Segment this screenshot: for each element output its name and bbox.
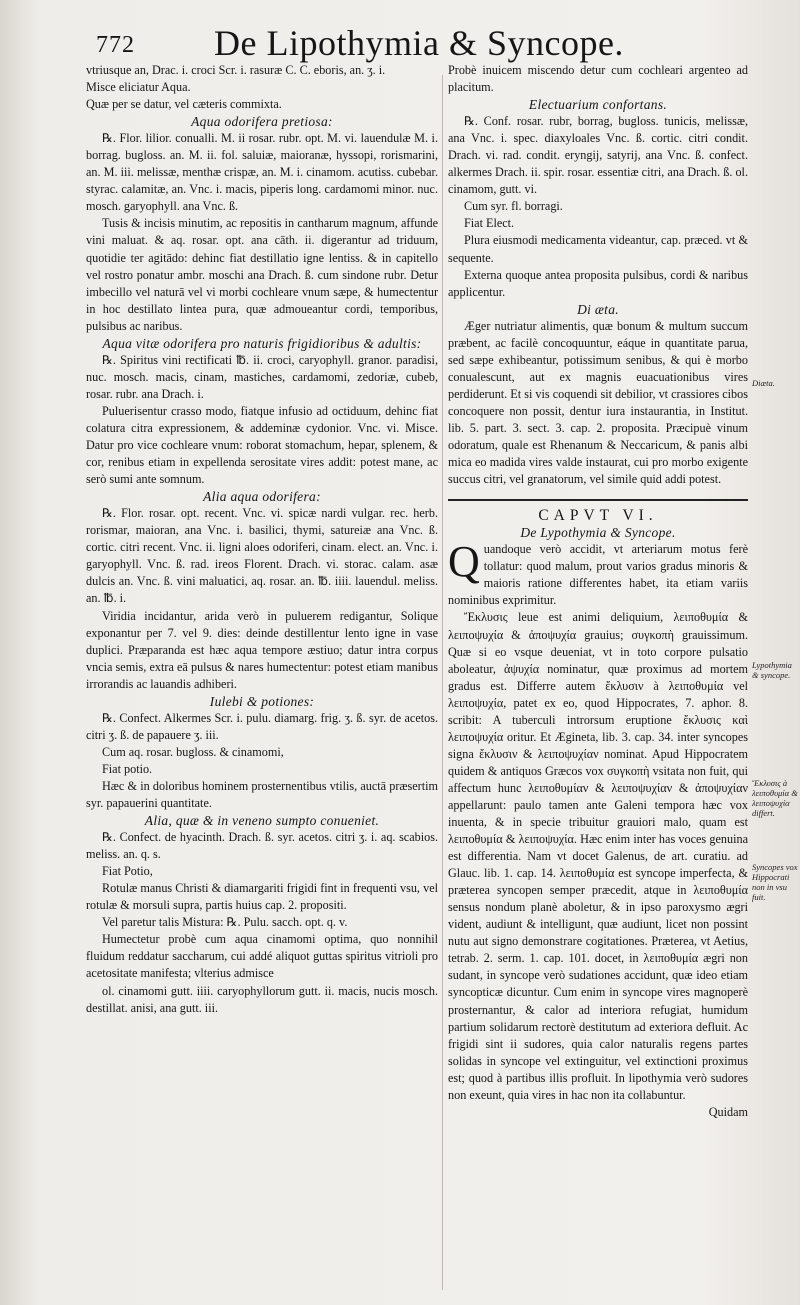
- paragraph: Puluerisentur crasso modo, fiatque infusio ad octiduum, dehinc fiat colatura citra expressionem, & addeminæ cydonior. Vnc. vi. Misce. Datur pro vice cochleare vnum: roborat stomachum, hepar, splenem, & cor, renibus etiam in expellenda serositate vires addit: potest mane, ac serò sumi ante somnum.: [86, 403, 438, 487]
- paragraph: ℞. Confect. Alkermes Scr. i. pulu. diamarg. frig. ʒ. ß. syr. de acetos. citri ʒ. ß. de papauere ʒ. iii.: [86, 710, 438, 742]
- paragraph: ℞. Conf. rosar. rubr, borrag, bugloss. tunicis, melissæ, ana Vnc. i. spec. diaxyloales Vnc. ß. cortic. citri condit. Drach. vi. rad. condit. eryngij, satyrij, ana Vnc. ß. confect. alkermes Drach. ii. spir. rosar. essentiæ citri, ana Drach. ß. ol. cinamom, gutt. vi.: [448, 114, 748, 197]
- page-number: 772: [96, 32, 135, 58]
- paragraph: Æger nutriatur alimentis, quæ bonum & multum succum præbent, ac facilè concoquuntur, eáque in quantitate parua, sed sæpe exhibeantur, potissimum senibus, & qui è morbo conualescunt, aut ex magnis euacuationibus vires perdiderunt. Et si vis coquendi sit debilior, vt crassiores cibos concoquere non possit, dentur iura instaurantia, in Institut. lib. 5. part. 3. sect. 3. cap. 2. proposita. Præcipuè vinum odoratum, quale est Rhenanum & Neccaricum, & panis albi mica eo madida vires valde instaurat, cui pro morbo exigente succus citri, vel granatorum, vel simile quid addi potest.: [448, 318, 748, 487]
- paragraph: ℞. Flor. lilior. conualli. M. ii rosar. rubr. opt. M. vi. lauendulæ M. i. borrag. bugloss. an. M. ii. fol. saluiæ, maioranæ, hyssopi, rorismarini, an. M. iii. melissæ, menthæ crispæ, an. M. i. cinamom. acutiss. cubebar. styrac. calamitæ, an. Vnc. i. macis, piperis long. cardamomi minor. nuc. mosch. garyophyll. ana Vnc. ß.: [86, 131, 438, 214]
- paragraph: ℞. Spiritus vini rectificati ℔. ii. croci, caryophyll. granor. paradisi, nuc. mosch. macis, cinam, mastiches, cardamomi, zedoriæ, cubeb, rosar. rubr. ana Drach. i.: [86, 352, 438, 401]
- text-line: Fiat potio.: [102, 761, 153, 776]
- paragraph: ℞. Flor. rosar. opt. recent. Vnc. vi. spicæ nardi vulgar. rec. herb. rorismar, maioran, ana Vnc. i. basilici, thymi, satureiæ ana Vnc. ß. cortic. citri recent. Vnc. ii. ligni aloes odoriferi, cinam. elect. an. Vnc. i. garyophyll. Vnc. ß. rad. ireos Florent. Drach. vi. storac. calam. asæ dulcis an. Vnc. ß. vini maluatici, aq. rosar. an. ℔. iiii. lauendul. meliss. an. ℔. i.: [86, 506, 438, 606]
- section-heading: Aqua vitæ odorifera pro naturis frigidioribus & adultis:: [102, 335, 422, 351]
- chapter-title: De Lypothymia & Syncope.: [520, 525, 676, 541]
- section-heading: Aqua odorifera pretiosa:: [191, 114, 333, 130]
- text-line: Fiat Elect.: [464, 216, 515, 231]
- text-line: Misce eliciatur Aqua.: [86, 80, 191, 95]
- margin-note-dieta: Diæta.: [752, 378, 775, 388]
- paragraph: Humectetur probè cum aqua cinamomi optima, quo nonnihil fluidum reddatur saccharum, cui addé aliquot guttas spiritus vitrioli pro acetositate manifesta; vlterius admisce: [86, 932, 438, 981]
- right-column: [448, 62, 748, 1121]
- running-title: De Lipothymia & Syncope.: [214, 23, 624, 63]
- paragraph: Tusis & incisis minutim, ac repositis in cantharum magnum, affunde vini maluat. & aq. rosar. opt. ana cāth. ii. digerantur ad triduum, quotidie ter agitādo: dehinc fiat destillatio igne lentiss. & in capitello vel rostro ponatur ambr. moschi ana Drach. ß. cum sindone rubr. Detur imbecillo vel naturā vel vi morbi cochleare vnum sæpe, & humectentur in hoc destillato lintea pura, quæ admoueantur cordi, temporibus, pulsibus ac naribus.: [86, 216, 438, 333]
- chapter-paragraph-1: uandoque verò accidit, vt arteriarum motus ferè tollatur: quod malum, prout varios gradus minoris & maioris ratione differentes habet, ita etiam variis nominibus exprimitur.: [448, 542, 748, 608]
- right-column-recipes: [448, 62, 748, 488]
- section-heading: Alia aqua odorifera:: [203, 489, 321, 505]
- margin-note-eklysis: Ἔκλυσις à λειποθυμία & λειποψυχία differt.: [752, 778, 798, 818]
- section-heading: Di æta.: [577, 301, 619, 317]
- left-column: [86, 62, 438, 1017]
- paragraph: Plura eiusmodi medicamenta videantur, cap. præced. vt & sequente.: [448, 233, 748, 265]
- paragraph: ℞. Confect. de hyacinth. Drach. ß. syr. acetos. citri ʒ. i. aq. scabios. meliss. an. q. s.: [86, 830, 438, 862]
- paragraph: ol. cinamomi gutt. iiii. caryophyllorum gutt. ii. macis, nucis mosch. destillat. anisi, ana gutt. iii.: [86, 983, 438, 1015]
- margin-note-syncopes: Syncopes vox Hippocrati non in vsu fuit.: [752, 862, 798, 902]
- paragraph: Rotulæ manus Christi & diamargariti frigidi fint in frequenti vsu, vel rotulæ & morsuli supra, partis huius cap. 2. propositi.: [86, 881, 438, 913]
- section-heading: Alia, quæ & in veneno sumpto conueniet.: [144, 813, 380, 829]
- margin-note-lypothymia: Lypothymia & syncope.: [752, 660, 792, 680]
- catchword: Quidam: [708, 1104, 748, 1119]
- chapter-paragraph-2: Ἔκλυσις leue est animi deliquium, λειποθυμία & λειποψυχία & ἀποψυχία grauius; συγκοπὴ grauissimum. Quæ si eo vsque deueniat, vt in toto corpore pulsatio aboleatur, ἀψυχία nominatur, quæ proximus ad mortem gradus est. Differre autem ἔκλυσιν à λειποθυμία vel λειποψυχία, patet ex eo, quod Hippocrates, 7. aphor. 8. scribit: A tuberculi introrsum eruptione ἔκλυσις καὶ λειποψυχία oritur. Et Æginetа, lib. 3. cap. 34. inter syncopes signa ἔκλυσιν & λειποψυχίαν nominat. Apud Hippocratem quidem & antiquos Græcos vox συγκοπὴ vsitata non fuit, qui affectum hunc λειποθυμίαν & λειποψυχίαν & ἀποψυχίαν appellarunt: paulo tamen ante Galeni tempora hæc vox inuenta, & in specie tribuitur grauiori malo, quam est λειποθυμία & λειποψυχία. Hæc enim inter has voces genuina est differentia. Nam vt docet Galenus, de art. curatiu. ad Glauc. lib. 1. cap. 14. λειποθυμία est syncope imperfecta, & præterea syncopen semper præcedit, atque in λειποθυμία sensus nondum planè aboletur, & in ipso paroxysmo ægri vident, audiunt & intelligunt, quæ audiunt, licet non possint nutu aut signo demonstrare cogitationes. Præterea, vt Aetius, tetrab. 2. serm. 1. cap. 101. docet, in λειποθυμία ægri non sudant, in syncope verò sudationes accidunt, quæ ideo etiam syncopticæ dicuntur. Cum enim in syncope vires magnoperè prosternantur, & calor ad interiora refugiat, humidum partium solidarum rectorè destitutum ad exteriora defluit. Ac frigidi sint ii sudores, quia calor naturalis regens partes solidas in syncope vel extinguitur, vel extinctioni proximus est; quod à partibus illis profluit. In lipothymia verò sudores non exeunt, quia vires in hac non ita collabuntur.: [448, 610, 748, 1102]
- chapter-number: CAPVT VI.: [538, 507, 658, 525]
- chapter-rule: [448, 499, 748, 501]
- section-heading: Electuarium confortans.: [528, 97, 668, 113]
- text-line: vtriusque an, Drac. i. croci Scr. i. rasuræ C. C. eboris, an. ʒ. i.: [86, 63, 386, 77]
- page-header: [84, 18, 774, 62]
- drop-cap: Q: [448, 537, 480, 587]
- text-line: Cum syr. fl. borragi.: [464, 199, 563, 214]
- column-divider: [442, 75, 443, 1290]
- text-line: Cum aq. rosar. bugloss. & cinamomi,: [102, 744, 284, 759]
- text-line: Fiat Potio,: [102, 864, 153, 879]
- paragraph: Viridia incidantur, arida verò in puluerem redigantur, Solique exponantur per 7. vel 9. dies: deinde destillentur lento igne in vase duplici. Præparanda est hæc aqua tempore æstiuo; datur intra corpus vncia semis, extra eā pulsus & nares humectentur: potest etiam manibus irrorandis ac lauandis adhiberi.: [86, 608, 438, 691]
- text-line: Probè inuicem miscendo detur cum cochleari argenteo ad placitum.: [448, 63, 748, 95]
- section-heading: Iulebi & potiones:: [209, 693, 315, 709]
- paragraph: Hæc & in doloribus hominem prosternentibus vtilis, auctā præsertim syr. papauerini quantitate.: [86, 778, 438, 811]
- chapter-first-paragraph: [448, 537, 748, 609]
- text-line: Quæ per se datur, vel cæteris commixta.: [86, 97, 282, 112]
- paragraph: Externa quoque antea proposita pulsibus, cordi & naribus applicentur.: [448, 267, 748, 299]
- text-line: Vel paretur talis Mistura: ℞. Pulu. sacch. opt. q. v.: [102, 915, 348, 930]
